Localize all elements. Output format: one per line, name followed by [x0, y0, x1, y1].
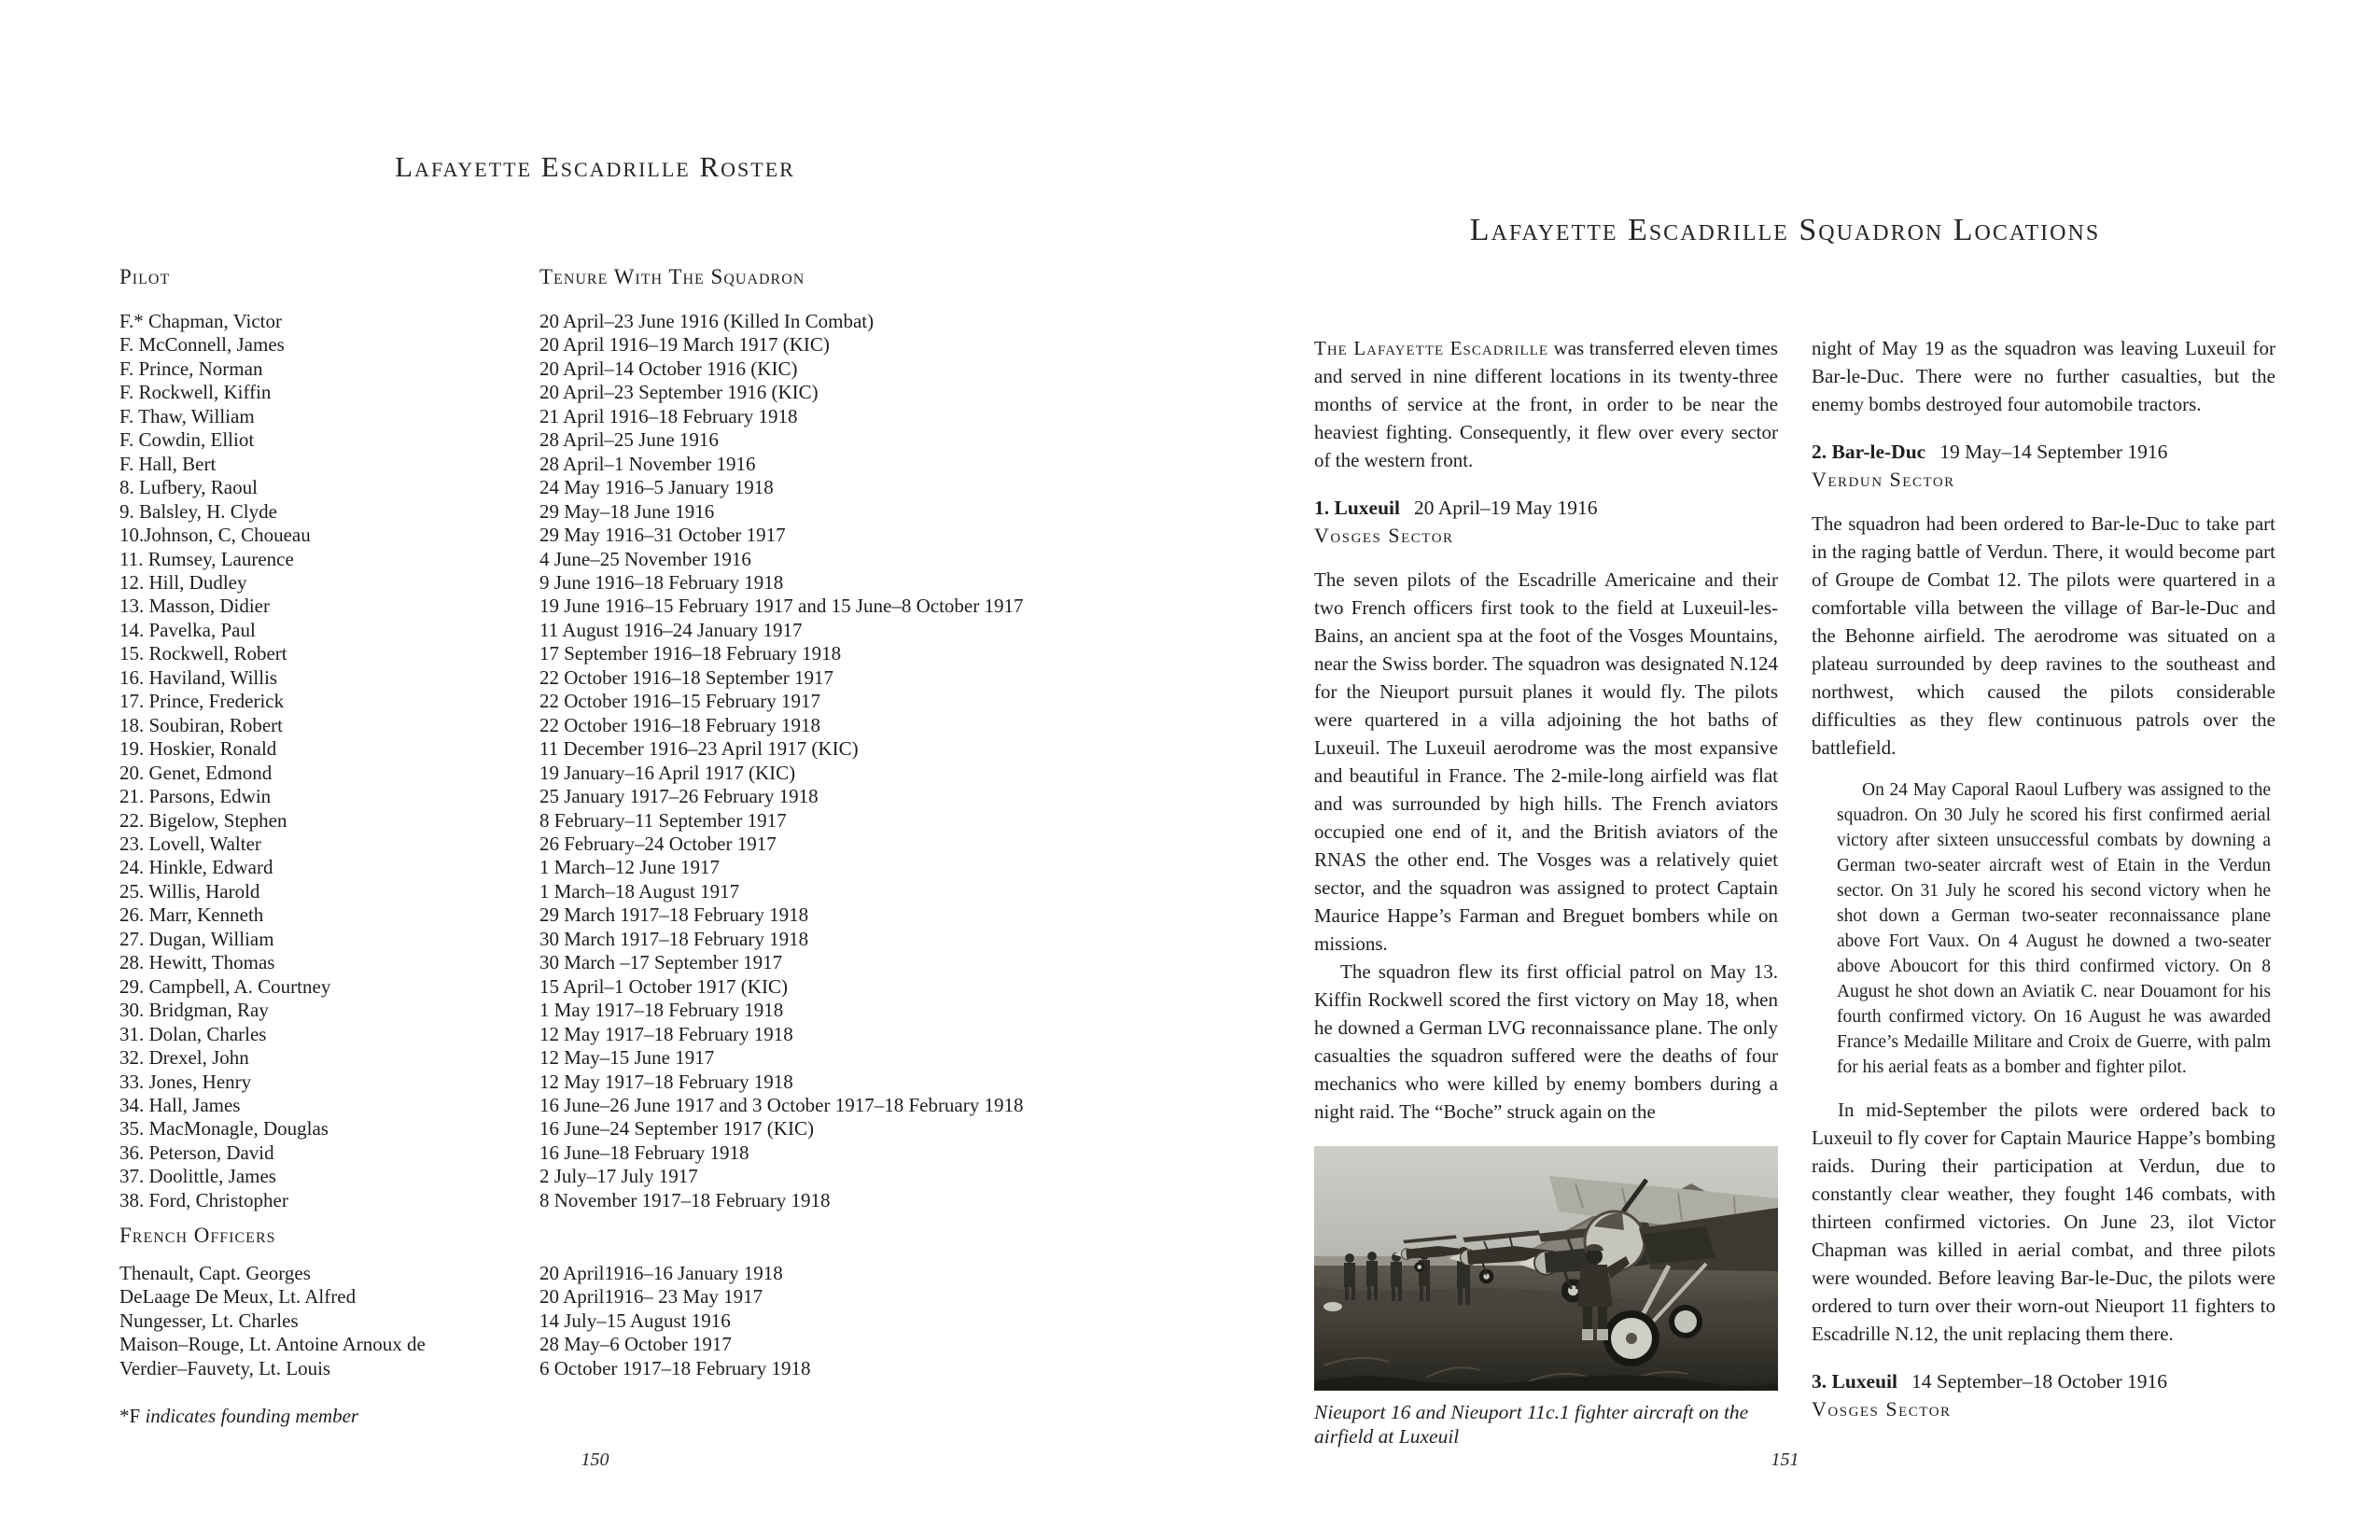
table-row — [119, 1285, 1165, 1309]
pilot-cell: 14. Pavelka, Paul — [119, 618, 256, 641]
roster-page-title: Lafayette Escadrille Roster — [395, 150, 795, 183]
pilot-cell: 8. Lufbery, Raoul — [119, 476, 258, 499]
table-row — [119, 1165, 1165, 1188]
pilot-cell: 15. Rockwell, Robert — [119, 642, 287, 665]
pilot-cell: 31. Dolan, Charles — [119, 1022, 267, 1045]
tenure-cell: 30 March –17 September 1917 — [539, 951, 783, 974]
table-row — [119, 333, 1165, 357]
table-row — [119, 1141, 1165, 1165]
tenure-cell: 19 June 1916–15 February 1917 and 15 June–8 October 1917 — [539, 595, 1024, 618]
pilot-cell: Nungesser, Lt. Charles — [119, 1309, 299, 1332]
section-heading-luxeuil-2 — [1812, 1367, 2275, 1395]
pilot-cell: Maison–Rouge, Lt. Antoine Arnoux de — [119, 1333, 426, 1356]
pilot-cell: 12. Hill, Dudley — [119, 570, 247, 594]
pilot-cell: F. Prince, Norman — [119, 357, 263, 380]
paragraph-mid-september: In mid-September the pilots were ordered back to Luxeuil to fly cover for Captain Maurice Happe’s bombing raids. During their participation at Verdun, due to constantly clear weather, they fought 146 combats, with thirteen confirmed victories. On June 23, ilot Victor Chapman was killed in aerial combat, and three pilots were wounded. Before leaving Bar-le-Duc, the pilots were ordered to turn over their worn-out Nieuport 11 fighters to Escadrille N.12, the unit replacing them there. — [1812, 1099, 2275, 1345]
section-sector-bar-le-duc: Verdun Sector — [1812, 468, 1955, 491]
tenure-cell: 28 April–1 November 1916 — [539, 452, 756, 475]
tenure-cell: 19 January–16 April 1917 (KIC) — [539, 761, 796, 784]
tenure-cell: 12 May–15 June 1917 — [539, 1046, 715, 1070]
table-row — [119, 1046, 1165, 1070]
tenure-cell: 20 April 1916–19 March 1917 (KIC) — [539, 333, 830, 357]
section-sector-luxeuil-1: Vosges Sector — [1314, 524, 1454, 547]
pilot-cell: 29. Campbell, A. Courtney — [119, 974, 331, 998]
tenure-cell: 20 April–14 October 1916 (KIC) — [539, 357, 798, 380]
locations-left-column — [1314, 334, 1778, 1449]
paragraph-luxeuil-main: The seven pilots of the Escadrille Americaine and their two French officers first took to the field at Luxeuil-les-Bains, an ancient spa at the foot of the Vosges Mountains, near the Swiss border. The squadron was designated N.124 for the Nieuport pursuit planes it would fly. The pilots were quartered in a villa adjoining the hot baths of Luxeuil. The Luxeuil aerodrome was the most expansive and beautiful in France. The 2-mile-long airfield was flat and was surrounded by high hills. The French aviators occupied one end of it, and the British aviators of the RNAS the other end. The Vosges was a relatively quiet sector, and the squadron was assigned to protect Captain Maurice Happe’s Farman and Breguet bombers while on missions. — [1314, 568, 1778, 955]
table-row — [119, 762, 1165, 785]
intro-paragraph-rest: was transferred eleven times and served in nine different locations in its twenty-three months of service at the front, in order to be near the heaviest fighting. Consequently, it flew over every sector of the western front. — [1314, 337, 1778, 471]
tenure-cell: 16 June–26 June 1917 and 3 October 1917–18 February 1918 — [539, 1093, 1024, 1116]
tenure-cell: 29 March 1917–18 February 1918 — [539, 903, 809, 927]
photo-caption: Nieuport 16 and Nieuport 11c.1 fighter aircraft on the airfield at Luxeuil — [1314, 1401, 1749, 1448]
tenure-cell: 22 October 1916–18 September 1917 — [539, 665, 833, 689]
pilot-cell: 19. Hoskier, Ronald — [119, 737, 277, 761]
table-row — [119, 809, 1165, 833]
table-row — [119, 928, 1165, 951]
tenure-cell: 8 November 1917–18 February 1918 — [539, 1188, 831, 1211]
tenure-cell: 22 October 1916–15 February 1917 — [539, 690, 820, 713]
page-number-left: 150 — [581, 1449, 609, 1470]
pilot-cell: 10.Johnson, C, Choueau — [119, 524, 311, 547]
pilot-cell: Verdier–Fauvety, Lt. Louis — [119, 1356, 331, 1379]
table-row — [119, 856, 1165, 879]
paragraph-continuation: night of May 19 as the squadron was leaving Luxeuil for Bar-le-Duc. There were no further casualties, but the enemy bombs destroyed four automobile tractors. — [1812, 337, 2275, 415]
tenure-cell: 12 May 1917–18 February 1918 — [539, 1070, 793, 1093]
tenure-cell: 20 April–23 September 1916 (KIC) — [539, 381, 819, 404]
table-row — [119, 1357, 1165, 1380]
table-row — [119, 381, 1165, 404]
tenure-cell: 6 October 1917–18 February 1918 — [539, 1356, 811, 1379]
table-row — [119, 548, 1165, 571]
table-row — [119, 642, 1165, 665]
tenure-cell: 21 April 1916–18 February 1918 — [539, 404, 798, 427]
tenure-cell: 16 June–18 February 1918 — [539, 1141, 749, 1164]
table-row — [119, 500, 1165, 524]
tenure-cell: 26 February–24 October 1917 — [539, 832, 777, 855]
section-label: 3. Luxeuil — [1812, 1370, 1897, 1393]
pilot-cell: 32. Drexel, John — [119, 1046, 249, 1070]
footnote-text: indicates founding member — [140, 1405, 359, 1427]
footnote — [119, 1405, 358, 1428]
table-row — [119, 951, 1165, 974]
table-row — [119, 524, 1165, 547]
table-row — [119, 975, 1165, 999]
footnote-marker: *F — [119, 1405, 141, 1427]
pilot-cell: 25. Willis, Harold — [119, 879, 260, 903]
table-row — [119, 1071, 1165, 1094]
table-row — [119, 428, 1165, 452]
tenure-cell: 1 May 1917–18 February 1918 — [539, 999, 784, 1022]
pilot-cell: 22. Bigelow, Stephen — [119, 808, 287, 832]
table-row — [119, 690, 1165, 713]
pilot-cell: 28. Hewitt, Thomas — [119, 951, 275, 974]
section-dates: 20 April–19 May 1916 — [1414, 497, 1598, 519]
table-row — [119, 571, 1165, 595]
pilot-cell: 13. Masson, Didier — [119, 595, 270, 618]
table-row — [119, 405, 1165, 428]
pilot-cell: 30. Bridgman, Ray — [119, 999, 269, 1022]
tenure-cell: 12 May 1917–18 February 1918 — [539, 1022, 793, 1045]
paragraph-luxeuil-patrol: The squadron flew its first official patrol on May 13. Kiffin Rockwell scored the first victory on May 18, when he downed a German LVG reconnaissance plane. The only casualties the squadron suffered were the deaths of four mechanics who were killed by enemy bombers during a night raid. The “Boche” struck again on the — [1314, 960, 1778, 1123]
tenure-cell: 8 February–11 September 1917 — [539, 808, 787, 832]
tenure-cell: 30 March 1917–18 February 1918 — [539, 927, 809, 950]
tenure-cell: 4 June–25 November 1916 — [539, 547, 751, 570]
page-number-right: 151 — [1771, 1449, 1799, 1470]
tenure-cell: 20 April1916–16 January 1918 — [539, 1262, 783, 1284]
locations-right-column — [1812, 334, 2275, 1423]
tenure-cell: 24 May 1916–5 January 1918 — [539, 476, 774, 499]
section-dates: 14 September–18 October 1916 — [1911, 1370, 2168, 1393]
table-row — [119, 714, 1165, 737]
column-header-pilot: Pilot — [119, 265, 171, 288]
pilot-cell: 36. Peterson, David — [119, 1141, 274, 1164]
table-row — [119, 1189, 1165, 1212]
pilot-cell: F. Cowdin, Elliot — [119, 428, 255, 452]
table-row — [119, 1094, 1165, 1117]
pilot-cell: F. Hall, Bert — [119, 452, 217, 475]
pilot-cell: 35. MacMonagle, Douglas — [119, 1117, 329, 1141]
table-row — [119, 880, 1165, 903]
table-row — [119, 737, 1165, 761]
section-heading-luxeuil-1 — [1314, 494, 1778, 522]
pilot-cell: 17. Prince, Frederick — [119, 690, 285, 713]
table-row — [119, 1117, 1165, 1141]
tenure-cell: 2 July–17 July 1917 — [539, 1165, 698, 1188]
pilot-cell: 16. Haviland, Willis — [119, 665, 278, 689]
pilot-cell: 27. Dugan, William — [119, 927, 274, 950]
tenure-cell: 17 September 1916–18 February 1918 — [539, 642, 842, 665]
tenure-cell: 20 April1916– 23 May 1917 — [539, 1285, 763, 1309]
roster-table — [119, 310, 1165, 1212]
pilot-cell: 38. Ford, Christopher — [119, 1188, 288, 1211]
pilot-cell: 23. Lovell, Walter — [119, 832, 261, 855]
table-row — [119, 619, 1165, 642]
tenure-cell: 14 July–15 August 1916 — [539, 1309, 731, 1332]
section-sector-luxeuil-2: Vosges Sector — [1812, 1397, 1952, 1421]
tenure-cell: 11 August 1916–24 January 1917 — [539, 618, 803, 641]
table-row — [119, 453, 1165, 476]
right-page — [1190, 0, 2380, 1540]
pilot-cell: 24. Hinkle, Edward — [119, 856, 273, 879]
tenure-cell: 29 May–18 June 1916 — [539, 499, 715, 523]
pilot-cell: 34. Hall, James — [119, 1093, 241, 1116]
tenure-cell: 11 December 1916–23 April 1917 (KIC) — [539, 737, 859, 761]
tenure-cell: 22 October 1916–18 February 1918 — [539, 713, 820, 736]
french-officers-table — [119, 1262, 1165, 1380]
table-row — [119, 666, 1165, 690]
pilot-cell: Thenault, Capt. Georges — [119, 1262, 311, 1284]
tenure-cell: 9 June 1916–18 February 1918 — [539, 570, 784, 594]
airfield-photo — [1314, 1146, 1778, 1391]
table-row — [119, 1023, 1165, 1046]
intro-paragraph — [1314, 334, 1778, 474]
tenure-cell: 28 April–25 June 1916 — [539, 428, 719, 452]
tenure-cell: 20 April–23 June 1916 (Killed In Combat) — [539, 310, 875, 332]
table-row — [119, 357, 1165, 381]
table-row — [119, 903, 1165, 927]
pilot-cell: 11. Rumsey, Laurence — [119, 547, 294, 570]
section-label: 2. Bar-le-Duc — [1812, 441, 1926, 463]
table-row — [119, 1262, 1165, 1285]
lufbery-block-quote: On 24 May Caporal Raoul Lufbery was assigned to the squadron. On 30 July he scored his first confirmed aerial victory after sixteen unsuccessful combats by downing a German two-seater aircraft west of Etain in the Verdun sector. On 31 July he scored his second victory when he shot down a German two-seater reconnaissance plane above Fort Vaux. On 4 August he downed a two-seater above Aboucort for this third confirmed victory. On 8 August he shot down an Aviatik C. near Douamont for his fourth confirmed victory. On 16 August he was awarded France’s Medaille Militare and Croix de Guerre, with palm for his aerial feats as a bomber and fighter pilot. — [1837, 780, 2271, 1077]
table-row — [119, 310, 1165, 333]
section-dates: 19 May–14 September 1916 — [1939, 441, 2168, 463]
table-row — [119, 1309, 1165, 1333]
section-heading-bar-le-duc — [1812, 438, 2275, 466]
pilot-cell: F.* Chapman, Victor — [119, 310, 282, 332]
tenure-cell: 25 January 1917–26 February 1918 — [539, 785, 819, 808]
table-row — [119, 476, 1165, 499]
tenure-cell: 1 March–18 August 1917 — [539, 879, 740, 903]
table-row — [119, 595, 1165, 618]
tenure-cell: 29 May 1916–31 October 1917 — [539, 524, 786, 547]
french-officers-heading: French Officers — [119, 1224, 276, 1247]
locations-page-title: Lafayette Escadrille Squadron Locations — [1469, 213, 2101, 247]
section-label: 1. Luxeuil — [1314, 497, 1400, 519]
table-row — [119, 1333, 1165, 1356]
pilot-cell: 26. Marr, Kenneth — [119, 903, 264, 927]
pilot-cell: DeLaage De Meux, Lt. Alfred — [119, 1285, 357, 1309]
pilot-cell: 37. Doolittle, James — [119, 1165, 276, 1188]
paragraph-barleduc-main: The squadron had been ordered to Bar-le-Duc to take part in the raging battle of Verdun. There, it would become part of Groupe de Combat 12. The pilots were quartered in a comfortable villa between the village of Bar-le-Duc and the Behonne airfield. The aerodrome was situated on a plateau surrounded by deep ravines to the southeast and northwest, which caused the pilots considerable difficulties as they flew continuous patrols over the battlefield. — [1812, 512, 2275, 759]
intro-lead-smallcaps: The Lafayette Escadrille — [1314, 337, 1549, 359]
table-row — [119, 999, 1165, 1022]
pilot-cell: 18. Soubiran, Robert — [119, 713, 283, 736]
tenure-cell: 28 May–6 October 1917 — [539, 1333, 732, 1356]
pilot-cell: F. McConnell, James — [119, 333, 285, 357]
table-row — [119, 785, 1165, 808]
pilot-cell: 9. Balsley, H. Clyde — [119, 499, 277, 523]
tenure-cell: 15 April–1 October 1917 (KIC) — [539, 974, 788, 998]
airfield-photo-figure — [1314, 1146, 1778, 1449]
pilot-cell: 33. Jones, Henry — [119, 1070, 252, 1093]
column-header-tenure: Tenure With The Squadron — [539, 265, 805, 288]
tenure-cell: 16 June–24 September 1917 (KIC) — [539, 1117, 814, 1141]
pilot-cell: F. Rockwell, Kiffin — [119, 381, 272, 404]
pilot-cell: 21. Parsons, Edwin — [119, 785, 272, 808]
pilot-cell: 20. Genet, Edmond — [119, 761, 273, 784]
pilot-cell: F. Thaw, William — [119, 404, 255, 427]
table-row — [119, 833, 1165, 856]
tenure-cell: 1 March–12 June 1917 — [539, 856, 721, 879]
